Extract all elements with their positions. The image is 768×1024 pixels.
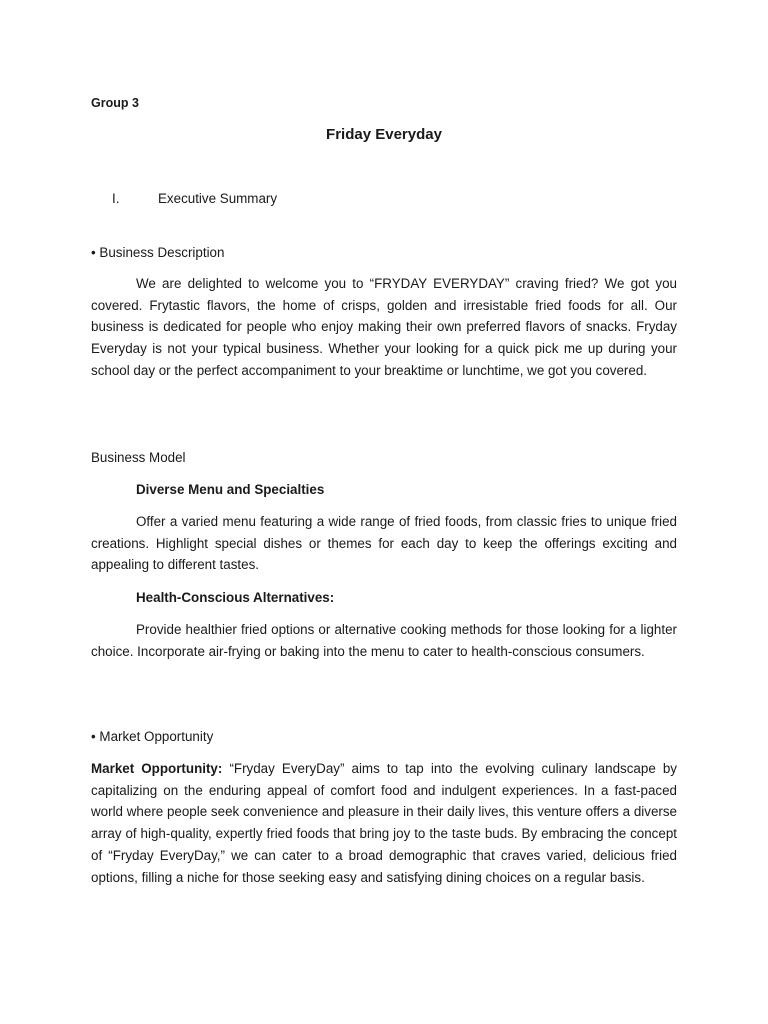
diverse-menu-heading: Diverse Menu and Specialties bbox=[136, 482, 325, 497]
market-opportunity-paragraph bbox=[91, 758, 677, 888]
section-number: I. bbox=[112, 191, 120, 206]
business-model-heading: Business Model bbox=[91, 450, 186, 465]
business-description-heading: • Business Description bbox=[91, 245, 225, 260]
diverse-menu-paragraph: Offer a varied menu featuring a wide range of fried foods, from classic fries to unique fried creations. Highlight special dishes or themes for each day to keep the offerings exciting and appealing to different tastes. bbox=[91, 514, 677, 573]
section-label: Executive Summary bbox=[158, 191, 278, 206]
market-opportunity-text: “Fryday EveryDay” aims to tap into the evolving culinary landscape by capitalizing on the enduring appeal of comfort food and indulgent experiences. In a fast-paced world where people seek convenience and pleasure in their daily lives, this venture offers a diverse array of high-quality, expertly fried foods that bring joy to the taste buds. By embracing the concept of “Fryday EveryDay,” we can cater to a broad demographic that craves varied, delicious fried options, filling a niche for those seeking easy and satisfying dining choices on a regular basis. bbox=[91, 761, 677, 885]
document-title: Friday Everyday bbox=[326, 126, 442, 143]
market-opportunity-heading: • Market Opportunity bbox=[91, 729, 214, 744]
health-conscious-paragraph: Provide healthier fried options or alternative cooking methods for those looking for a lighter choice. Incorporate air-frying or baking into the menu to cater to health-conscious consumers. bbox=[91, 622, 677, 659]
section-heading bbox=[112, 188, 277, 210]
business-description-paragraph: We are delighted to welcome you to “FRYDAY EVERYDAY” craving fried? We got you covered. Frytastic flavors, the home of crisps, golden and irresistable fried foods for all. Our business is dedicated for people who enjoy making their own preferred flavors of snacks. Fryday Everyday is not your typical business. Whether your looking for a quick pick me up during your school day or the perfect accompaniment to your breaktime or lunchtime, we got you covered. bbox=[91, 276, 677, 378]
market-opportunity-lead: Market Opportunity: bbox=[91, 761, 223, 776]
health-conscious-heading: Health-Conscious Alternatives: bbox=[136, 590, 335, 605]
document-page bbox=[91, 0, 677, 1024]
group-label: Group 3 bbox=[91, 96, 139, 110]
